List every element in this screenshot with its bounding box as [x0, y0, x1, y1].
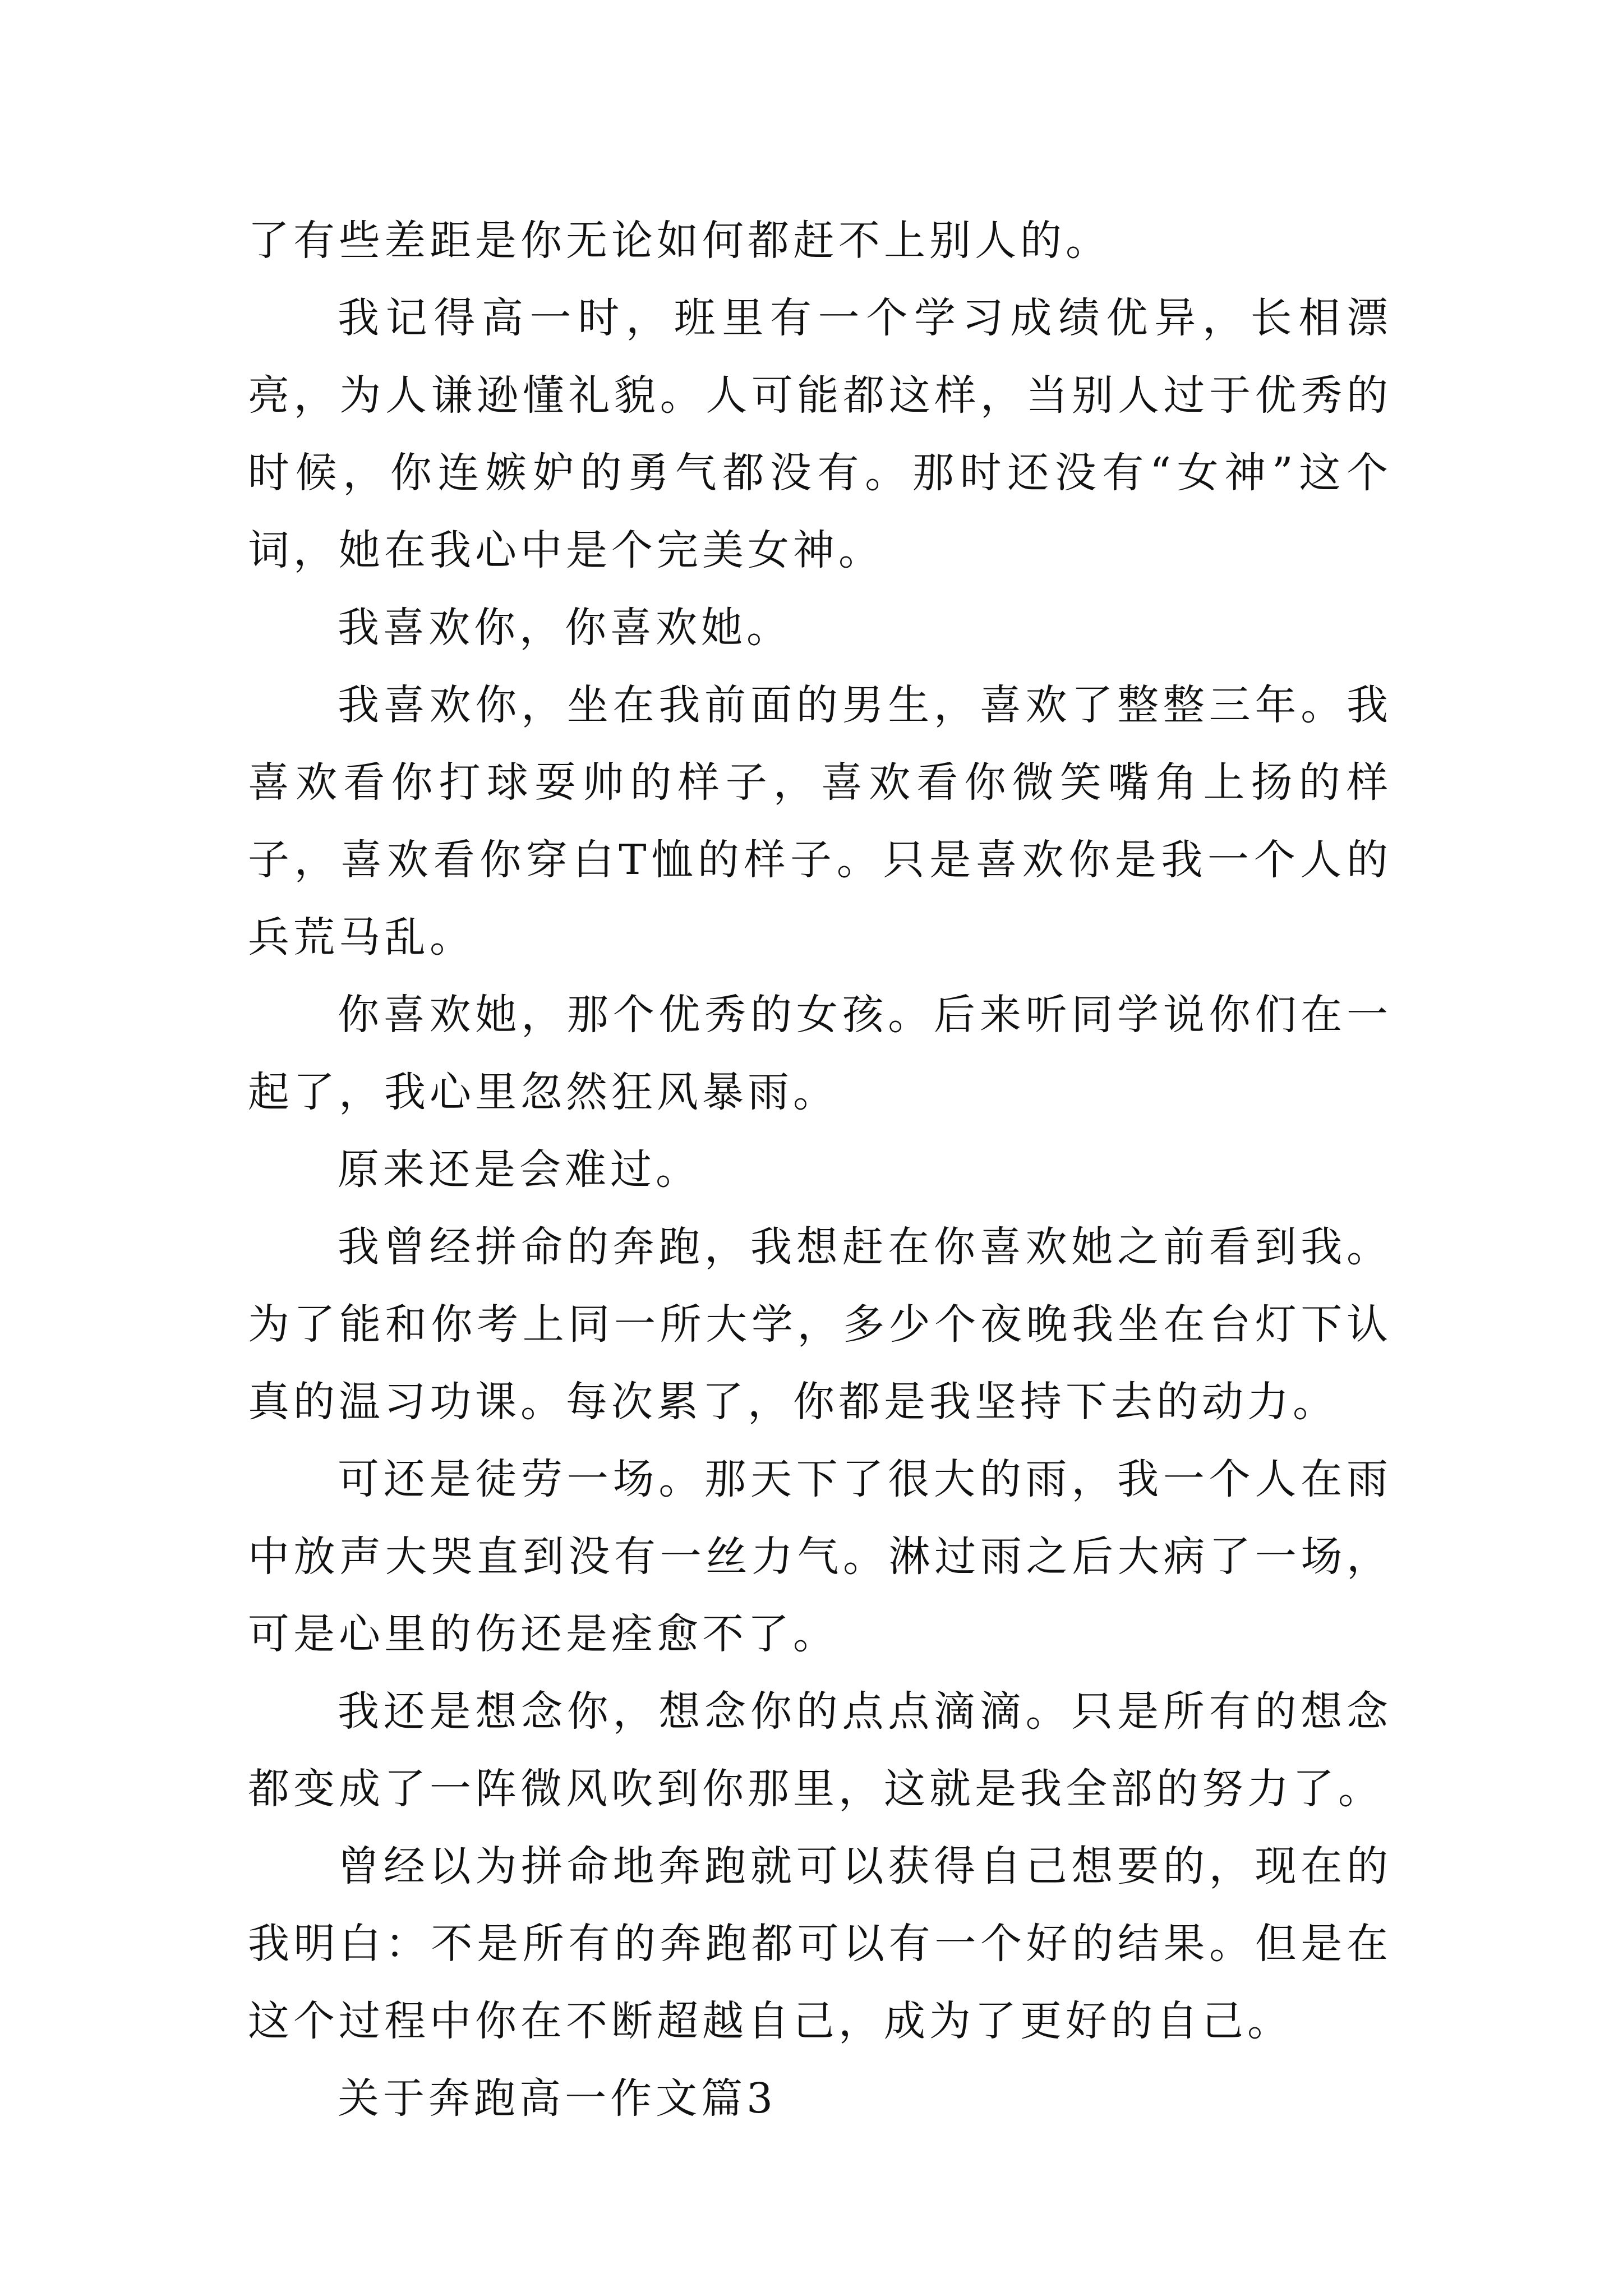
paragraph-4: 我喜欢你，坐在我前面的男生，喜欢了整整三年。我喜欢看你打球耍帅的样子，喜欢看你微笑嘴角上扬的样子，喜欢看你穿白T恤的样子。只是喜欢你是我一个人的兵荒马乱。	[248, 681, 1392, 961]
paragraph-7: 我曾经拼命的奔跑，我想赶在你喜欢她之前看到我。为了能和你考上同一所大学，多少个夜晚我坐在台灯下认真的温习功课。每次累了，你都是我坚持下去的动力。	[248, 1223, 1392, 1426]
document-body	[248, 202, 1392, 2137]
section-heading: 关于奔跑高一作文篇3	[338, 2074, 777, 2123]
paragraph-2: 我记得高一时，班里有一个学习成绩优异，长相漂亮，为人谦逊懂礼貌。人可能都这样，当别人过于优秀的时候，你连嫉妒的勇气都没有。那时还没有“女神”这个词，她在我心中是个完美女神。	[248, 294, 1392, 574]
paragraph-5: 你喜欢她，那个优秀的女孩。后来听同学说你们在一起了，我心里忽然狂风暴雨。	[248, 991, 1392, 1116]
paragraph-10: 曾经以为拼命地奔跑就可以获得自己想要的，现在的我明白：不是所有的奔跑都可以有一个好的结果。但是在这个过程中你在不断超越自己，成为了更好的自己。	[248, 1842, 1392, 2045]
paragraph-8: 可还是徒劳一场。那天下了很大的雨，我一个人在雨中放声大哭直到没有一丝力气。淋过雨之后大病了一场，可是心里的伤还是痊愈不了。	[248, 1455, 1392, 1658]
paragraph-6: 原来还是会难过。	[338, 1145, 701, 1194]
paragraph-1: 了有些差距是你无论如何都赶不上别人的。	[248, 217, 1111, 265]
paragraph-9: 我还是想念你，想念你的点点滴滴。只是所有的想念都变成了一阵微风吹到你那里，这就是我全部的努力了。	[248, 1687, 1392, 1813]
paragraph-3: 我喜欢你，你喜欢她。	[338, 604, 792, 652]
